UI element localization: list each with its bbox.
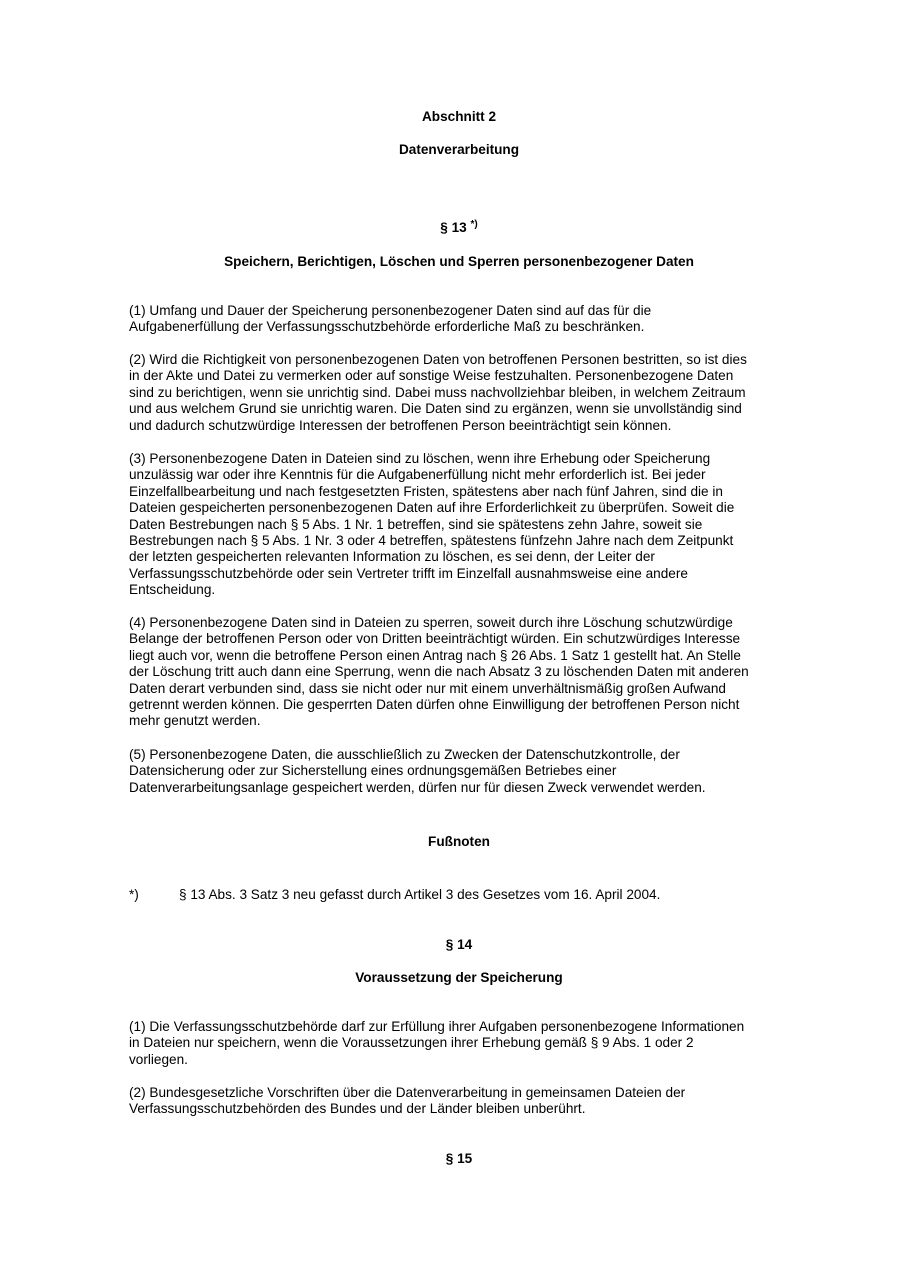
p13-absatz-5 [129,747,789,796]
paragraph-13-number-text: § 13 [440,220,467,235]
text-line: und aus welchem Grund sie unrichtig waren. Die Daten sind zu ergänzen, wenn sie unvollständig sind [129,401,742,417]
text-line: liegt auch vor, wenn die betroffene Person einen Antrag nach § 26 Abs. 1 Satz 1 gestellt hat. An Stelle [129,647,741,663]
text-line: vorliegen. [129,1051,188,1067]
text-line: der letzten gespeicherten relevanten Information zu löschen, es sei denn, der Leiter der [129,549,655,565]
paragraph-14-number: § 14 [445,937,473,952]
text-line: in der Akte und Datei zu vermerken oder auf sonstige Weise festzuhalten. Personenbezogene Daten [129,368,734,384]
paragraph-14-title: Voraussetzung der Speicherung [355,970,563,985]
footnotes-heading: Fußnoten [428,834,490,849]
section-subheading: Datenverarbeitung [398,142,520,157]
text-line: Einzelfallbearbeitung und nach festgesetzten Fristen, spätestens aber nach fünf Jahren, sind die in [129,483,723,499]
text-line: Dateien gespeicherten personenbezogenen Daten auf ihre Erforderlichkeit zu überprüfen. Soweit die [129,500,735,516]
text-line: (2) Wird die Richtigkeit von personenbezogenen Daten von betroffenen Personen bestritten, so ist dies [129,352,747,367]
text-line: (1) Die Verfassungsschutzbehörde darf zur Erfüllung ihrer Aufgaben personenbezogene Informationen [129,1019,745,1034]
p13-absatz-1 [129,303,789,336]
text-line: mehr genutzt werden. [129,713,261,729]
p13-absatz-2 [129,352,789,434]
text-line: (4) Personenbezogene Daten sind in Dateien zu sperren, soweit durch ihre Löschung schutzwürdige [129,615,733,630]
text-line: in Dateien nur speichern, wenn die Voraussetzungen ihrer Erhebung gemäß § 9 Abs. 1 oder 2 [129,1035,694,1051]
text-line: und dadurch schutzwürdige Interessen der betroffenen Person beeinträchtigt sein können. [129,417,672,433]
section-heading: Abschnitt 2 [421,109,496,124]
text-line: Belange der betroffenen Person oder von Dritten beeinträchtigt würden. Ein schutzwürdiges Interesse [129,631,741,647]
text-line: Bestrebungen nach § 5 Abs. 1 Nr. 3 oder 4 betreffen, spätestens fünfzehn Jahre nach dem Zeitpunkt [129,533,734,549]
p13-absatz-3 [129,451,789,599]
text-line: (5) Personenbezogene Daten, die ausschließlich zu Zwecken der Datenschutzkontrolle, der [129,747,680,762]
text-line: Verfassungsschutzbehörde oder sein Vertreter trifft im Einzelfall ausnahmsweise eine andere [129,565,688,581]
text-line: Daten derart verbunden sind, dass sie nicht oder nur mit einem unverhältnismäßig großen Aufwand [129,680,726,696]
p13-absatz-4 [129,615,789,730]
footnote-text: § 13 Abs. 3 Satz 3 neu gefasst durch Artikel 3 des Gesetzes vom 16. April 2004. [179,887,661,902]
footnote-reference: *) [470,219,478,230]
text-line: Aufgabenerfüllung der Verfassungsschutzbehörde erforderliche Maß zu beschränken. [129,319,645,335]
text-line: (3) Personenbezogene Daten in Dateien sind zu löschen, wenn ihre Erhebung oder Speicherung [129,451,711,466]
text-line: sind zu berichtigen, wenn sie unrichtig sind. Dabei muss nachvollziehbar bleiben, in welchem Zeitraum [129,384,746,400]
text-line: unzulässig war oder ihre Kenntnis für die Aufgabenerfüllung nicht mehr erforderlich ist. Bei jeder [129,467,706,483]
paragraph-13-title: Speichern, Berichtigen, Löschen und Sperren personenbezogener Daten [224,254,694,269]
text-line: Datensicherung oder zur Sicherstellung eines ordnungsgemäßen Betriebes einer [129,763,617,779]
paragraph-15-number: § 15 [445,1151,473,1166]
text-line: der Löschung tritt auch dann eine Sperrung, wenn die nach Absatz 3 zu löschenden Daten mit anderen [129,664,749,680]
text-line: (2) Bundesgesetzliche Vorschriften über die Datenverarbeitung in gemeinsamen Dateien der [129,1085,686,1100]
p14-absatz-2 [129,1085,789,1118]
text-line: Daten Bestrebungen nach § 5 Abs. 1 Nr. 1 betreffen, sind sie spätestens zehn Jahre, soweit sie [129,516,703,532]
p14-absatz-1 [129,1019,789,1068]
text-line: Datenverarbeitungsanlage gespeichert werden, dürfen nur für diesen Zweck verwendet werden. [129,779,706,795]
text-line: Entscheidung. [129,582,216,598]
text-line: Verfassungsschutzbehörden des Bundes und der Länder bleiben unberührt. [129,1101,586,1117]
paragraph-13-number [0,220,900,236]
footnote-marker: *) [129,887,139,902]
text-line: (1) Umfang und Dauer der Speicherung personenbezogener Daten sind auf das für die [129,303,652,318]
text-line: getrennt werden können. Die gesperrten Daten dürfen ohne Einwilligung der betroffenen Person nicht [129,697,740,713]
